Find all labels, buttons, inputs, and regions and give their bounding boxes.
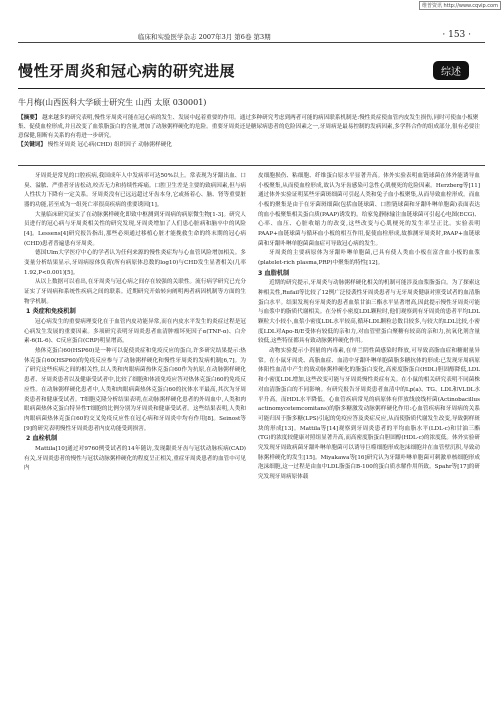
- keywords-paragraph: [18, 141, 485, 150]
- abstract-block: [18, 114, 485, 150]
- right-column: [258, 172, 480, 483]
- body-paragraph: Mattila[10]通过对9760例受试者的14年随访,发现龈炎牙齿与冠状动脉疾病(CAD)有关,牙周炎患者的慢性与冠状动脉粥样硬化的程度呈正相关,重症牙周炎患者的血管中可见内: [24, 445, 246, 472]
- abstract-paragraph: [18, 114, 485, 141]
- body-paragraph: 大量临床研究证实了在动脉粥样硬化即致中枢测到牙周病的病原微生物[1-3]。研究人员进行的冠心病与牙周炎相关性的研究发现,牙周炎增加了人们患心脏病和脑卒中的风险[4]。Lessens[4]研究报告指出,那些必须通过移植心脏才能挽救生命的终末期的冠心病(CHD)患者普遍患有牙周炎。: [24, 211, 246, 247]
- watermark: 维普资讯 http://www.cqvip.com: [419, 1, 501, 10]
- author-line: 牛月梅(山西医科大学硕士研究生 山西 太原 030001): [18, 98, 207, 107]
- section-heading: 3 血脂机制: [258, 269, 290, 277]
- body-paragraph: 近期的研究提示,牙周炎与动脉粥样硬化相关的机制可能涉及血浆脂蛋白。为了探索这种相关性,Rufail等比较了12例广泛侵袭性牙周炎患者与无牙周炎健康对照受试者的血清脂蛋白水平。结果发现有牙周炎的患者血浆甘油三酯水平显著增高,因此提示慢性牙周炎可能与血浆中的脂质代谢相关。在分析小密度LDL颗粒时,他们观察到有牙周炎的患者平均LDL颗粒大小较小,血浆小密度LDL水平较高,循环LDL颗粒总数目较多,与较大的LDL比较,小密度LDL对Apo-B/E受体有较低的亲和力,对血管壁蛋白聚糖有较高的亲和力,抗氧化剂含量较低,这些特征都具有致动脉粥样硬化作用。: [258, 280, 480, 345]
- abstract-text: 越来越多的研究表明,慢性牙周炎可能在冠心病的发生、发展中起着重要的作用。通过多种研究考虑到两者可能的病因联系机制是:慢性炎症使血管内皮发生损伤,同时可使血小板聚集、促使血栓形成,并且改变了血浆脂蛋白的含量,增加了动脉粥样硬化的危险。重要牙周炎还是糖尿病患者的危险因素之一,牙周病是最易控制的发病因素,多学科合作的组成部分,很有必要注意保健,阻断有关系的有将进一步研究。: [18, 115, 480, 139]
- body-paragraph: 冠心病发生的重要病理变化在于血管内皮功能异常,而在内皮水平发生的炎症过程是冠心病发生发展的重要因素。多项研究表明牙周炎患者血清肿瘤坏死因子α(TNF-α)、白介素-6(IL-6)、C反应蛋白(CRP)明显增高。: [24, 319, 246, 345]
- body-paragraph: 动物实验提示小剂量的内毒素,在单兰阴性菌感染时释放,可导致高脂血症和糖耐量异常。在小鼠牙周炎、高脂血症、血清中牙龈卟啉单胞菌脂多糖抗体的形成:已发现牙周病原体阳性血清中产生的致动脉粥样硬化的脂蛋白变化,高密度脂蛋白(HDL)胆固醇降低,LDL和小密度LDL增加,这些改变可能与牙周炎慢性炎症有关。在小鼠的相关研究表明不同菌株对血清脂蛋白的不同影响。有研究报告牙周炎患者血清中的Lp(a)、TG、LDL和VLDL水平升高。而HDL水平降低。心血管疾病常见的病原体有伴放线放线杆菌(Actinobacillus actinomycetemcomitans)的脂多糖激发动脉粥样硬化作用:心血管疾病和牙周病的关系可能归因于脂多糖(LPS)引起的免疫应答及炎症反应,从而使脂质代谢发生改变,导致粥样斑块的形成[13]。Mattila等[14]观察到牙周炎患者的平均血脂水平(LDL-c)和甘油三酯(TG)的浓度较健康对照组显著升高,而高密度脂蛋白胆固醇(HDL-c)的浓度低。体外实验研究发现牙周致病菌牙龈卟啉单胞菌可以诱导巨噬细胞形成泡沫细胞并在血管壁沉积,导致动脉粥样硬化的发生[15]。Miyakawa等[16]研究认为牙龈卟啉单胞菌可刺激单核细胞形成泡沫细胞,这一过程是由血中LDL脂蛋白B-100的蛋白质水解作用所致。Spahr等[17]的研究发现牙周病原体载: [258, 348, 480, 480]
- left-column: [24, 172, 246, 474]
- abstract-label: 【摘要】: [18, 115, 41, 121]
- body-paragraph: 皮细胞损伤、粘细胞、纤维蛋白原水平显著升高。体外实验表明血链球菌在体外能诱导血小板聚集,从而使血栓形成,故认为牙齿感染可急性心肌梗死的危险因素。Herzberg等[11]通过体外实验证明某些牙菌斑细菌可引起人类和兔子血小板聚集,从而导致血栓形成。而血小板的聚集是由于在牙菌斑细菌(包括血链球菌、口腔链球菌和牙龈卟啉单胞菌)表面表达的血小板聚集相关蛋白质(PAAP)诱发的。给家兔静脉输注血链球菌可引起心电图(ECG)、心率、血压、心脏收缩力的改变,这些改变与心肌梗死的发生率呈正比。实验表明PAAP+血链球菌与循环血小板的相互作用,促使血栓形成,故推测牙周炎时,PAAP+血链球菌和牙龈卟啉单胞菌菌血症可导致冠心病的发生。: [258, 173, 480, 247]
- article-title: 慢性牙周炎和冠心病的研究进展: [18, 62, 236, 80]
- category-badge: 综述: [433, 61, 469, 80]
- keywords-label: 【关键词】: [18, 141, 46, 148]
- page-number: · 153 ·: [442, 30, 471, 40]
- body-paragraph: 牙周炎是常见的口腔疾病,我国成年人中发病率可达50%以上。常表现为牙龈出血、口臭、溢脓、严重者牙齿松动,咬否无力和持续性疼痛。口腔卫生差是主要的致病因素,但与病人性状力下降有一定关系。牙周炎没有已远远超过牙齿本身,它或扬着心、脑、肾等重要脏器的功能,甚至成为一组死亡率很高疾病的重要诱因[1]。: [24, 173, 246, 209]
- section-heading: 2 血栓机制: [26, 435, 58, 443]
- body-paragraph: 德国Ulm大学医疗中心的学者认为任何来源的慢性炎症均与心血管风险增加相关。多变量分析结果显示,牙周病原体负荷(所有病原体总数的log10)与CHD发生显著相关(几率1.92,P<0.001)[5]。: [24, 250, 246, 276]
- body-paragraph: 从以上数据可以看出,在牙周炎与冠心病之间存在较强的关联性。流行病学研究已充分证实了牙周病和系统性疾病之间的联系。近期研究开始转向阐明两者病因机制等方面的生物学机制。: [24, 279, 246, 305]
- body-paragraph: 牙周炎的主要病原体为牙龈卟啉单胞菌,已具有使人类血小板在富含血小板的血浆(platelet-rich plasma,PRP)中聚集的特性[12]。: [258, 250, 480, 267]
- divider: [18, 165, 485, 166]
- section-heading: 1 炎症和免疫机制: [26, 308, 76, 316]
- journal-info: 临床和实验医学杂志 2007年3月 第6卷 第3期: [138, 33, 271, 41]
- title-block: [18, 58, 485, 89]
- keywords-text: 慢性牙周炎 冠心病(CHD) 组织因子 动脉粥样硬化: [47, 141, 172, 148]
- body-paragraph: 热休克蛋白60(HSP60)是一种可以促使炎症和免疫反应的蛋白,许多研究结果提示:热休克蛋白60(HSP60)的免疫反应参与了动脉粥样硬化和慢性牙周炎的发病机制[6,7]。为了研究这些疾病之间的相关性,以人类和肉眼病菌热休克蛋白60作为抗原,在动脉粥样硬化患者、牙周炎患者以及健康受试者中,比较了细胞和体液免疫应答对热休克蛋白60的免疫反应性。在动脉粥样硬化患者中,人类和肉眼病菌热休克蛋白60的抗体水平最高,其次为牙周炎患者和健康受试者。T细胞克隆分析结果表明,在动脉粥样硬化患者的外周血中,人类和肉眼病菌热休克蛋白特异性T细胞的比例分别为牙周炎和健康受试者。这些结果表明,人类和肉眼病菌热休克蛋白60的交叉免疫反应性在冠心病和牙周炎中均有作用[8]。Seinost等[9]的研究表明慢性牙周炎患者内皮功能受到损害。: [24, 348, 246, 432]
- running-header: [18, 30, 485, 43]
